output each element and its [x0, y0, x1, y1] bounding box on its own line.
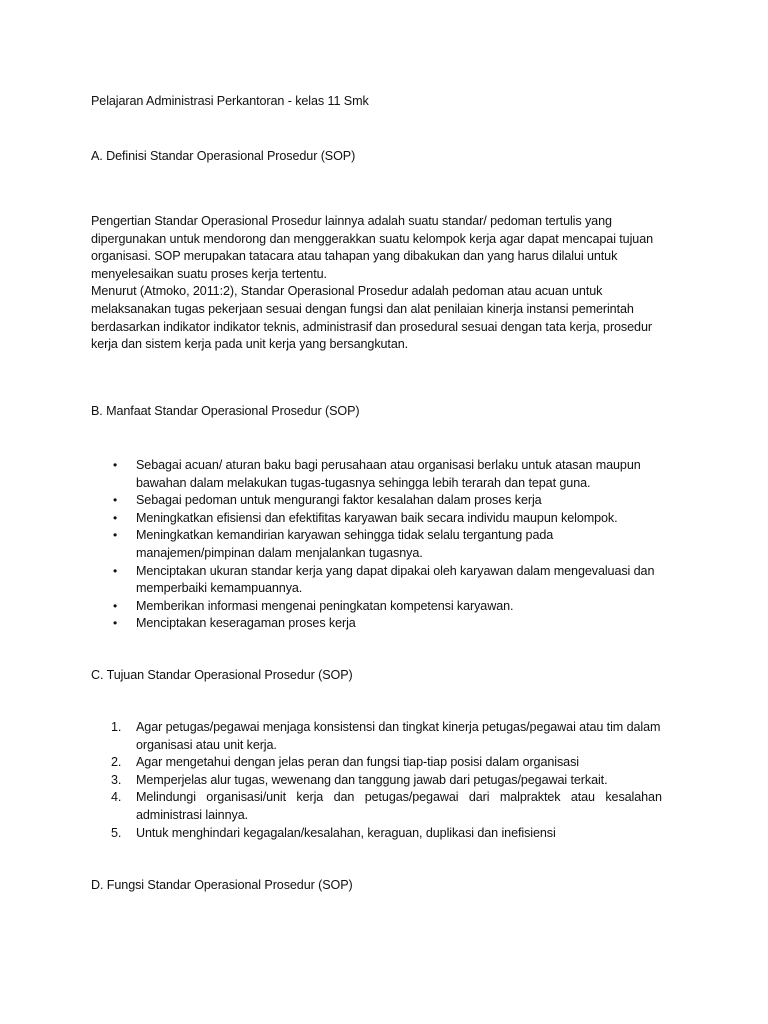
section-c-numbered-list [91, 719, 691, 842]
item-number: 1. [111, 720, 122, 734]
list-item: • Meningkatkan efisiensi dan efektifitas karyawan baik secara individu maupun kelompok. [91, 510, 691, 528]
list-item: 4. Melindungi organisasi/unit kerja dan petugas/pegawai dari malpraktek atau kesalahan administrasi lainnya. [111, 790, 662, 822]
bullet-icon: • [113, 510, 118, 525]
section-b-heading: B. Manfaat Standar Operasional Prosedur (SOP) [91, 404, 360, 418]
section-d-heading: D. Fungsi Standar Operasional Prosedur (SOP) [91, 878, 353, 892]
list-item: • Menciptakan ukuran standar kerja yang dapat dipakai oleh karyawan dalam mengevaluasi dan memperbaiki kemampuannya. [113, 563, 655, 596]
list-item: 2. Agar mengetahui dengan jelas peran dan fungsi tiap-tiap posisi dalam organisasi [91, 754, 691, 772]
bullet-icon: • [113, 458, 118, 472]
list-item: • Meningkatkan kemandirian karyawan sehingga tidak selalu tergantung pada manajemen/pimpinan dalam menjalankan tugasnya. [113, 528, 554, 560]
paragraph-line: menyelesaikan suatu proses kerja tertentu. [91, 266, 327, 281]
list-item: 3. Memperjelas alur tugas, wewenang dan tanggung jawab dari petugas/pegawai terkait. [91, 772, 691, 790]
bullet-icon: • [113, 528, 118, 543]
item-number: 2. [111, 755, 122, 770]
bullet-icon: • [113, 563, 118, 578]
section-a-heading: A. Definisi Standar Operasional Prosedur (SOP) [91, 149, 356, 163]
list-item: 5. Untuk menghindari kegagalan/kesalahan, keraguan, duplikasi dan inefisiensi [91, 825, 691, 843]
paragraph-line: melaksanakan tugas pekerjaan sesuai dengan fungsi dan alat penilaian kinerja instansi pemerintah [91, 301, 634, 316]
paragraph-line: berdasarkan indikator indikator teknis, administrasif dan prosedural sesuai dengan tata kerja, prosedur [91, 319, 652, 334]
item-number: 3. [111, 772, 122, 787]
item-number: 4. [111, 790, 122, 805]
paragraph-line: dipergunakan untuk mendorong dan menggerakkan suatu kelompok kerja agar dapat mencapai tujuan [91, 231, 654, 246]
list-item: 1. Agar petugas/pegawai menjaga konsistensi dan tingkat kinerja petugas/pegawai atau tim dalam organisasi atau unit kerja. [111, 720, 661, 752]
list-item: • Memberikan informasi mengenai peningkatan kompetensi karyawan. [91, 598, 691, 616]
paragraph-line: Menurut (Atmoko, 2011:2), Standar Operasional Prosedur adalah pedoman atau acuan untuk [91, 284, 603, 299]
bullet-icon: • [113, 493, 118, 508]
item-number: 5. [111, 825, 122, 840]
list-item: • Sebagai acuan/ aturan baku bagi perusahaan atau organisasi berlaku untuk atasan maupun bawahan dalam melakukan tugas-tugasnya sehingga lebih terarah dan tepat guna. [113, 458, 641, 490]
section-b-bullet-list [91, 457, 691, 633]
paragraph-line: kerja dan sistem kerja pada unit kerja yang bersangkutan. [91, 337, 409, 352]
bullet-icon: • [113, 616, 118, 631]
section-c-heading: C. Tujuan Standar Operasional Prosedur (SOP) [91, 668, 353, 682]
document-title: Pelajaran Administrasi Perkantoran - kelas 11 Smk [91, 94, 369, 108]
bullet-icon: • [113, 598, 118, 613]
list-item: • Sebagai pedoman untuk mengurangi faktor kesalahan dalam proses kerja [91, 492, 691, 510]
paragraph-line: Pengertian Standar Operasional Prosedur lainnya adalah suatu standar/ pedoman tertulis yang [91, 214, 612, 228]
list-item: • Menciptakan keseragaman proses kerja [91, 615, 691, 633]
paragraph-line: organisasi. SOP merupakan tatacara atau tahapan yang dibakukan dan yang harus dilalui untuk [91, 249, 618, 264]
section-a-paragraph [91, 213, 681, 354]
